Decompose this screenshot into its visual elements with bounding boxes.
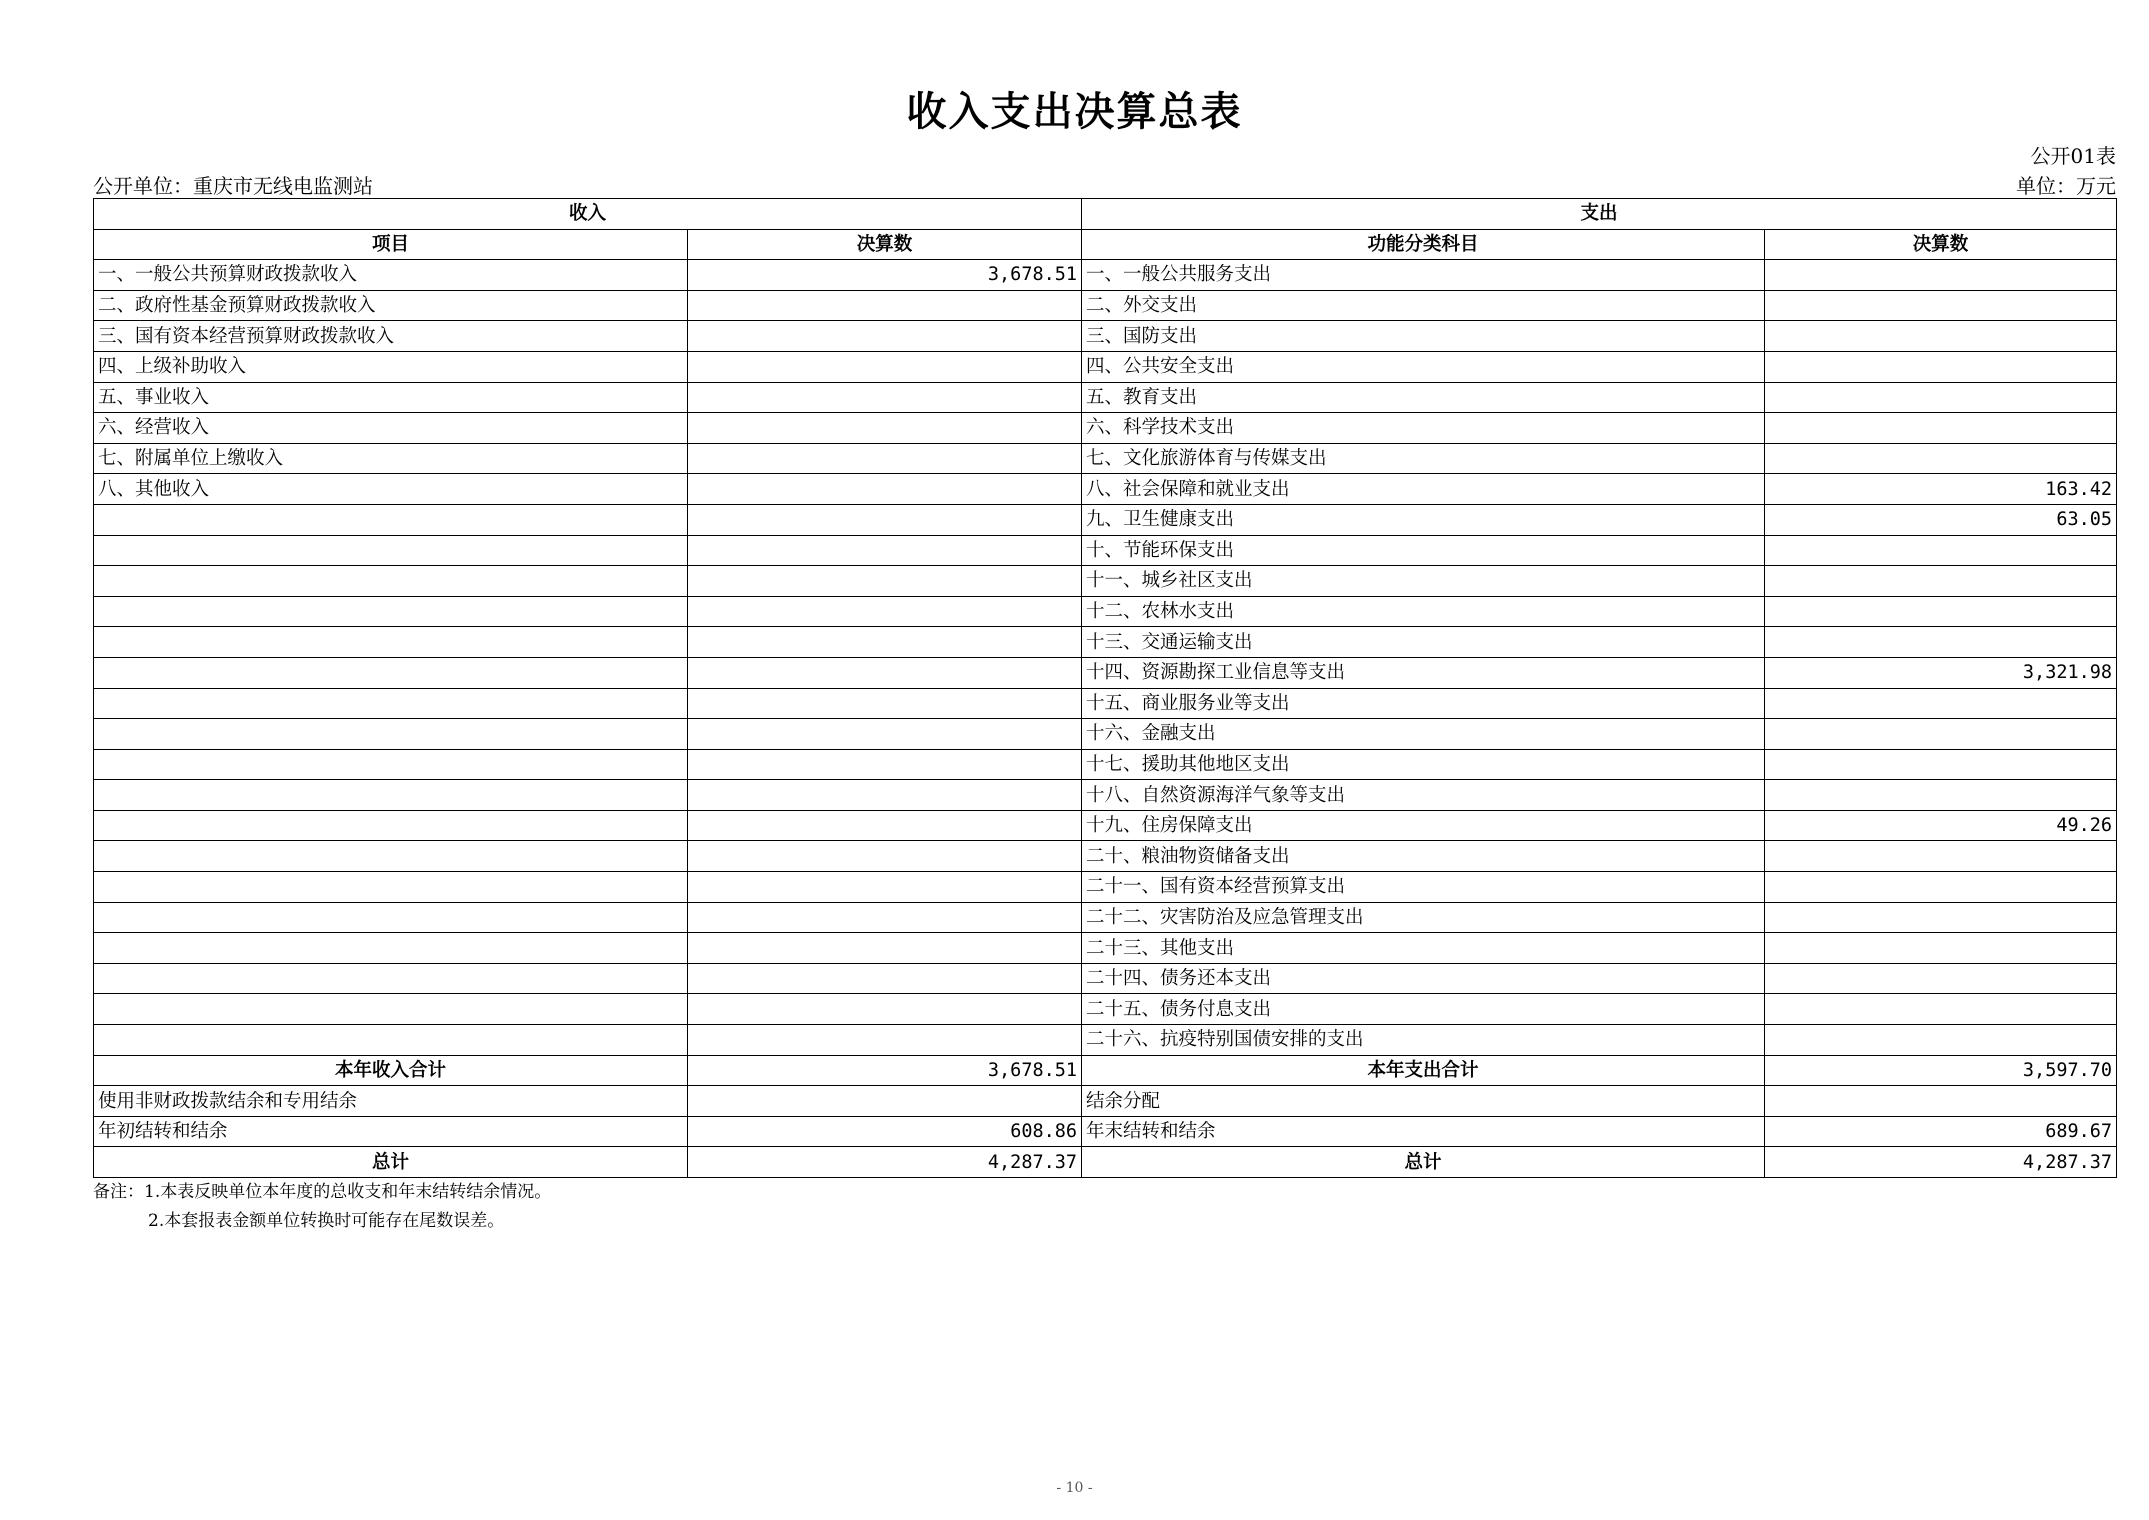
expense-amount	[1765, 382, 2117, 413]
income-item: 六、经营收入	[94, 413, 688, 444]
expense-amount	[1765, 841, 2117, 872]
income-amount	[688, 780, 1082, 811]
income-amount	[688, 443, 1082, 474]
expense-amount	[1765, 780, 2117, 811]
income-item	[94, 749, 688, 780]
expense-item: 十九、住房保障支出	[1082, 810, 1765, 841]
table-row	[94, 933, 2117, 964]
expense-amount	[1765, 351, 2117, 382]
expense-item: 八、社会保障和就业支出	[1082, 474, 1765, 505]
income-item	[94, 1025, 688, 1056]
expense-item: 二十四、债务还本支出	[1082, 963, 1765, 994]
income-item: 七、附属单位上缴收入	[94, 443, 688, 474]
income-item	[94, 902, 688, 933]
income-amount	[688, 382, 1082, 413]
year-income-total-label: 本年收入合计	[94, 1055, 688, 1086]
expense-item: 十八、自然资源海洋气象等支出	[1082, 780, 1765, 811]
income-item	[94, 841, 688, 872]
grand-income-total-amount: 4,287.37	[688, 1147, 1082, 1178]
income-amount	[688, 749, 1082, 780]
income-item: 八、其他收入	[94, 474, 688, 505]
income-item	[94, 780, 688, 811]
notes	[93, 1178, 551, 1236]
income-amount	[688, 321, 1082, 352]
income-item	[94, 688, 688, 719]
income-amount	[688, 413, 1082, 444]
income-item: 一、一般公共预算财政拨款收入	[94, 260, 688, 291]
expense-item: 十七、援助其他地区支出	[1082, 749, 1765, 780]
income-amount	[688, 351, 1082, 382]
income-item: 四、上级补助收入	[94, 351, 688, 382]
expense-amount	[1765, 688, 2117, 719]
header-row-group	[94, 199, 2117, 230]
income-item	[94, 719, 688, 750]
table-row	[94, 566, 2117, 597]
expense-item: 二十一、国有资本经营预算支出	[1082, 872, 1765, 903]
expense-amount	[1765, 1086, 2117, 1117]
income-amount	[688, 810, 1082, 841]
note-1: 备注：1.本表反映单位本年度的总收支和年末结转结余情况。	[93, 1182, 552, 1202]
table-row	[94, 657, 2117, 688]
income-amount	[688, 504, 1082, 535]
expense-item: 二十二、灾害防治及应急管理支出	[1082, 902, 1765, 933]
expense-item: 十五、商业服务业等支出	[1082, 688, 1765, 719]
expense-amount	[1765, 902, 2117, 933]
income-amount	[688, 688, 1082, 719]
expense-amount	[1765, 994, 2117, 1025]
income-amount	[688, 994, 1082, 1025]
column-item: 项目	[94, 229, 688, 260]
expense-item: 十三、交通运输支出	[1082, 627, 1765, 658]
expense-item: 九、卫生健康支出	[1082, 504, 1765, 535]
table-row	[94, 474, 2117, 505]
expense-amount	[1765, 719, 2117, 750]
table-row	[94, 872, 2117, 903]
page-number: - 10 -	[1056, 1480, 1093, 1496]
expense-amount	[1765, 566, 2117, 597]
expense-item: 十四、资源勘探工业信息等支出	[1082, 657, 1765, 688]
year-expense-total-amount: 3,597.70	[1765, 1055, 2117, 1086]
column-amount: 决算数	[688, 229, 1082, 260]
expense-item: 十二、农林水支出	[1082, 596, 1765, 627]
expense-item: 十、节能环保支出	[1082, 535, 1765, 566]
income-amount	[688, 872, 1082, 903]
expense-amount	[1765, 749, 2117, 780]
expense-amount: 689.67	[1765, 1116, 2117, 1147]
income-item	[94, 535, 688, 566]
income-item	[94, 810, 688, 841]
income-item	[94, 963, 688, 994]
income-item: 使用非财政拨款结余和专用结余	[94, 1086, 688, 1117]
expense-item: 四、公共安全支出	[1082, 351, 1765, 382]
column-amount-2: 决算数	[1765, 229, 2117, 260]
expense-amount	[1765, 933, 2117, 964]
grand-total-row	[94, 1147, 2117, 1178]
income-item	[94, 596, 688, 627]
expense-item: 一、一般公共服务支出	[1082, 260, 1765, 291]
expense-amount	[1765, 1025, 2117, 1056]
income-header: 收入	[94, 199, 1082, 230]
income-item: 年初结转和结余	[94, 1116, 688, 1147]
table-row	[94, 504, 2117, 535]
expense-amount	[1765, 535, 2117, 566]
table-number: 公开01表	[2030, 144, 2116, 168]
table-row	[94, 749, 2117, 780]
year-total-row	[94, 1055, 2117, 1086]
expense-item: 二十五、债务付息支出	[1082, 994, 1765, 1025]
expense-header: 支出	[1082, 199, 2117, 230]
table-row	[94, 260, 2117, 291]
table-row	[94, 413, 2117, 444]
table-row	[94, 1086, 2117, 1117]
unit-line	[93, 170, 2116, 199]
expense-item: 六、科学技术支出	[1082, 413, 1765, 444]
expense-amount	[1765, 963, 2117, 994]
table-row	[94, 321, 2117, 352]
income-item	[94, 933, 688, 964]
expense-amount: 63.05	[1765, 504, 2117, 535]
income-amount	[688, 1086, 1082, 1117]
income-amount	[688, 933, 1082, 964]
income-item	[94, 504, 688, 535]
income-item	[94, 872, 688, 903]
income-expense-table	[93, 198, 2117, 1178]
income-amount	[688, 657, 1082, 688]
expense-item: 三、国防支出	[1082, 321, 1765, 352]
income-item: 五、事业收入	[94, 382, 688, 413]
income-amount	[688, 963, 1082, 994]
income-amount	[688, 535, 1082, 566]
income-item	[94, 994, 688, 1025]
table-row	[94, 902, 2117, 933]
expense-item: 二十、粮油物资储备支出	[1082, 841, 1765, 872]
table-row	[94, 1025, 2117, 1056]
page-title: 收入支出决算总表	[906, 89, 1243, 135]
table-row	[94, 841, 2117, 872]
expense-item: 年末结转和结余	[1082, 1116, 1765, 1147]
expense-amount: 49.26	[1765, 810, 2117, 841]
income-amount: 608.86	[688, 1116, 1082, 1147]
expense-item: 十一、城乡社区支出	[1082, 566, 1765, 597]
expense-amount	[1765, 321, 2117, 352]
income-amount	[688, 902, 1082, 933]
income-amount: 3,678.51	[688, 260, 1082, 291]
year-expense-total-label: 本年支出合计	[1082, 1055, 1765, 1086]
expense-amount	[1765, 413, 2117, 444]
expense-amount	[1765, 627, 2117, 658]
table-row	[94, 810, 2117, 841]
income-amount	[688, 596, 1082, 627]
income-amount	[688, 627, 1082, 658]
grand-expense-total-label: 总计	[1082, 1147, 1765, 1178]
note-2: 2.本套报表金额单位转换时可能存在尾数误差。	[148, 1211, 505, 1231]
table-row	[94, 780, 2117, 811]
table-row	[94, 535, 2117, 566]
column-function-item: 功能分类科目	[1082, 229, 1765, 260]
expense-item: 十六、金融支出	[1082, 719, 1765, 750]
expense-amount	[1765, 443, 2117, 474]
expense-amount	[1765, 260, 2117, 291]
income-amount	[688, 1025, 1082, 1056]
header-row-columns	[94, 229, 2117, 260]
income-amount	[688, 841, 1082, 872]
table-row	[94, 1116, 2117, 1147]
income-item: 二、政府性基金预算财政拨款收入	[94, 290, 688, 321]
income-item	[94, 627, 688, 658]
expense-amount	[1765, 872, 2117, 903]
income-item	[94, 657, 688, 688]
income-item	[94, 566, 688, 597]
expense-amount: 3,321.98	[1765, 657, 2117, 688]
expense-amount	[1765, 290, 2117, 321]
income-amount	[688, 290, 1082, 321]
expense-item: 五、教育支出	[1082, 382, 1765, 413]
table-row	[94, 627, 2117, 658]
table-row	[94, 994, 2117, 1025]
income-item: 三、国有资本经营预算财政拨款收入	[94, 321, 688, 352]
grand-expense-total-amount: 4,287.37	[1765, 1147, 2117, 1178]
expense-item: 二十三、其他支出	[1082, 933, 1765, 964]
table-row	[94, 351, 2117, 382]
table-row	[94, 382, 2117, 413]
expense-item: 结余分配	[1082, 1086, 1765, 1117]
income-amount	[688, 474, 1082, 505]
income-amount	[688, 566, 1082, 597]
expense-item: 二十六、抗疫特别国债安排的支出	[1082, 1025, 1765, 1056]
currency-unit: 单位：万元	[2016, 174, 2116, 198]
table-row	[94, 688, 2117, 719]
expense-item: 二、外交支出	[1082, 290, 1765, 321]
expense-amount	[1765, 596, 2117, 627]
table-row	[94, 719, 2117, 750]
grand-income-total-label: 总计	[94, 1147, 688, 1178]
table-row	[94, 596, 2117, 627]
table-row	[94, 290, 2117, 321]
income-amount	[688, 719, 1082, 750]
expense-amount: 163.42	[1765, 474, 2117, 505]
table-row	[94, 443, 2117, 474]
table-row	[94, 963, 2117, 994]
expense-item: 七、文化旅游体育与传媒支出	[1082, 443, 1765, 474]
year-income-total-amount: 3,678.51	[688, 1055, 1082, 1086]
reporting-unit: 公开单位：重庆市无线电监测站	[93, 174, 373, 198]
